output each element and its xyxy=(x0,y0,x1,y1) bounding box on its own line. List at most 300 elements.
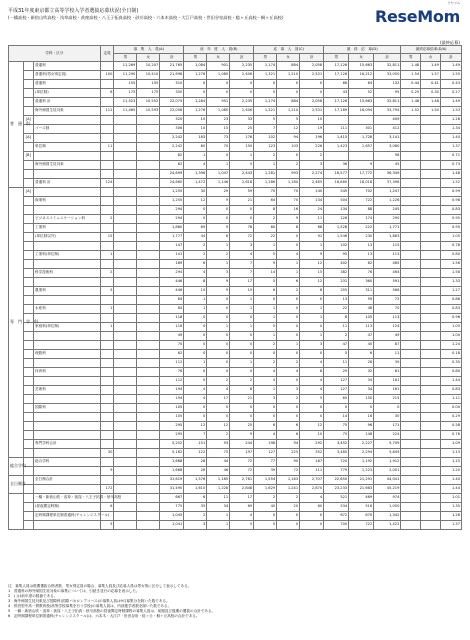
table-cell: 40 xyxy=(254,503,277,512)
table-row xyxy=(9,278,462,287)
table-cell: 0 xyxy=(184,413,207,422)
table-cell xyxy=(137,242,160,251)
table-cell: 11 xyxy=(374,350,401,359)
table-cell xyxy=(401,368,421,377)
table-cell: 0 xyxy=(207,413,230,422)
table-cell: 1,576 xyxy=(184,476,207,485)
table-cell xyxy=(137,359,160,368)
logo-furigana: リセマム xyxy=(447,1,460,5)
row-capacity: 6 xyxy=(100,89,114,98)
table-cell xyxy=(349,116,374,125)
row-capacity xyxy=(100,458,114,467)
table-cell: 1,247 xyxy=(374,188,401,197)
table-cell: 409 xyxy=(374,116,401,125)
table-cell xyxy=(421,197,441,206)
table-cell: 465 xyxy=(374,260,401,269)
row-mark xyxy=(23,431,33,440)
table-cell: 672 xyxy=(324,512,349,521)
table-cell: 722 xyxy=(349,521,374,530)
table-cell: 31,619 xyxy=(160,476,184,485)
table-cell xyxy=(137,350,160,359)
table-cell: 1,668 xyxy=(160,458,184,467)
table-cell xyxy=(401,494,421,503)
table-cell: 150 xyxy=(230,143,254,152)
table-cell: 10 xyxy=(300,431,324,440)
table-cell: 0 xyxy=(254,404,277,413)
table-cell: 28 xyxy=(349,359,374,368)
row-capacity xyxy=(100,62,114,71)
table-cell: 2,531 xyxy=(300,107,324,116)
table-cell: 113 xyxy=(374,314,401,323)
row-label xyxy=(34,485,101,494)
table-cell xyxy=(401,206,421,215)
row-capacity xyxy=(100,242,114,251)
table-cell xyxy=(421,458,441,467)
table-cell xyxy=(137,440,160,449)
table-cell: 3 xyxy=(184,521,207,530)
table-cell: 0 xyxy=(207,206,230,215)
table-cell: 0 xyxy=(230,368,254,377)
table-cell: 161 xyxy=(374,386,401,395)
row-label xyxy=(34,413,101,422)
table-cell: 43 xyxy=(324,89,349,98)
table-cell: 0 xyxy=(277,242,300,251)
table-cell: 1,180 xyxy=(277,179,300,188)
table-cell: 9 xyxy=(254,260,277,269)
table-cell: 295 xyxy=(160,422,184,431)
table-cell: 1 xyxy=(184,152,207,161)
table-cell: 28 xyxy=(184,458,207,467)
row-mark xyxy=(23,503,33,512)
table-row xyxy=(9,161,462,170)
table-cell: 545 xyxy=(324,188,349,197)
row-mark xyxy=(23,98,33,107)
table-cell: 44 xyxy=(184,233,207,242)
table-cell: 175 xyxy=(137,89,160,98)
table-cell: 2,227 xyxy=(349,440,374,449)
table-cell: 1 xyxy=(254,242,277,251)
table-cell: 88 xyxy=(349,206,374,215)
table-cell: 3,141 xyxy=(374,134,401,143)
table-cell xyxy=(114,134,137,143)
row-label: 農業科 xyxy=(34,287,101,296)
table-cell xyxy=(421,485,441,494)
row-label: 工業科 xyxy=(34,224,101,233)
table-cell xyxy=(421,467,441,476)
table-cell xyxy=(421,278,441,287)
table-row xyxy=(9,449,462,458)
table-row xyxy=(9,89,462,98)
row-capacity: 5 xyxy=(100,287,114,296)
table-row xyxy=(9,170,462,179)
table-cell: 9 xyxy=(300,251,324,260)
table-cell xyxy=(421,494,441,503)
table-cell: 148 xyxy=(349,431,374,440)
table-cell xyxy=(401,377,421,386)
table-cell: 1,546 xyxy=(324,233,349,242)
table-cell: 2 xyxy=(277,395,300,404)
row-capacity: 124 xyxy=(100,179,114,188)
table-cell xyxy=(114,359,137,368)
row-mark xyxy=(23,359,33,368)
subheader-total: 計 xyxy=(374,54,401,62)
table-cell: 39 xyxy=(374,359,401,368)
table-cell: 2 xyxy=(300,152,324,161)
table-cell: 1.28 xyxy=(440,116,461,125)
table-cell xyxy=(421,332,441,341)
table-cell: 155 xyxy=(137,80,160,89)
table-cell xyxy=(401,278,421,287)
group-label: 専 門 学 科 xyxy=(9,188,24,458)
table-cell: 0 xyxy=(300,323,324,332)
table-cell xyxy=(421,224,441,233)
table-cell xyxy=(137,368,160,377)
table-cell: 1.13 xyxy=(440,449,461,458)
table-cell xyxy=(421,314,441,323)
table-cell: 6 xyxy=(254,287,277,296)
table-cell: 13 xyxy=(349,242,374,251)
table-cell: 68 xyxy=(300,224,324,233)
row-capacity xyxy=(100,98,114,107)
table-cell: 0 xyxy=(207,305,230,314)
row-label xyxy=(34,521,101,530)
row-label xyxy=(34,206,101,215)
table-cell: 0.86 xyxy=(440,296,461,305)
row-capacity xyxy=(100,377,114,386)
table-cell xyxy=(137,305,160,314)
table-cell: 0 xyxy=(254,323,277,332)
row-capacity: 100 xyxy=(100,71,114,80)
table-cell: 9 xyxy=(207,224,230,233)
table-cell: 1,728 xyxy=(349,134,374,143)
table-cell: 84 xyxy=(160,305,184,314)
table-cell xyxy=(114,314,137,323)
table-cell: 2 xyxy=(184,242,207,251)
header-current: 最 終 応 募(D) xyxy=(324,46,401,54)
table-cell: 1.24 xyxy=(440,341,461,350)
table-cell: 46 xyxy=(207,467,230,476)
table-cell: 4 xyxy=(184,395,207,404)
table-cell: 1.05 xyxy=(440,323,461,332)
table-cell xyxy=(421,422,441,431)
table-cell: 1.00 xyxy=(440,332,461,341)
table-cell: 1,528 xyxy=(324,224,349,233)
table-cell: 2 xyxy=(184,512,207,521)
table-cell: 30 xyxy=(374,413,401,422)
table-cell xyxy=(421,152,441,161)
row-mark: [A] xyxy=(23,116,33,125)
table-cell: 17,126 xyxy=(324,62,349,71)
table-cell: 1,342 xyxy=(374,512,401,521)
table-cell: 95 xyxy=(324,251,349,260)
table-cell: 4 xyxy=(277,368,300,377)
table-cell: 3,485 xyxy=(324,449,349,458)
table-cell: 230 xyxy=(349,233,374,242)
row-label xyxy=(34,188,101,197)
table-row xyxy=(9,323,462,332)
table-cell xyxy=(421,215,441,224)
table-row xyxy=(9,80,462,89)
table-cell xyxy=(137,494,160,503)
table-cell xyxy=(114,188,137,197)
table-row xyxy=(9,62,462,71)
table-cell xyxy=(114,368,137,377)
note-line: 6 定時制課程単位制普通科(チャレンジスクール)は、六本木・大江戸・世田谷泉・稔ヶ丘・桐ヶ丘高校の合計である。 xyxy=(8,614,200,618)
table-cell: 901 xyxy=(207,62,230,71)
row-capacity: 5 xyxy=(100,521,114,530)
table-cell: 4 xyxy=(300,494,324,503)
table-cell xyxy=(421,476,441,485)
table-cell xyxy=(137,251,160,260)
table-cell: 2,406 xyxy=(230,71,254,80)
table-cell: 779 xyxy=(324,467,349,476)
table-cell: 5 xyxy=(254,251,277,260)
table-row xyxy=(9,386,462,395)
table-cell: 224 xyxy=(374,431,401,440)
table-cell: 1,286 xyxy=(254,179,277,188)
note-line: 注 募集人員は推薦選抜合格者数、男女別定員の場合、募集人員及び応募人員は男女別に区分して表示してある。 xyxy=(8,584,192,588)
row-mark xyxy=(23,62,33,71)
table-cell: 294 xyxy=(160,206,184,215)
table-cell xyxy=(421,440,441,449)
table-cell: 1.53 xyxy=(440,107,461,116)
table-cell: 0 xyxy=(184,323,207,332)
table-cell: 2 xyxy=(254,341,277,350)
table-cell: 301 xyxy=(349,125,374,134)
table-cell: 34 xyxy=(349,377,374,386)
table-cell xyxy=(401,440,421,449)
row-label xyxy=(34,116,101,125)
table-cell: 1,860 xyxy=(160,224,184,233)
table-cell: 21,765 xyxy=(160,62,184,71)
table-cell: 10 xyxy=(184,125,207,134)
note-line: 2 ( )は前年度の数値である。 xyxy=(8,594,58,598)
table-cell: 78 xyxy=(230,224,254,233)
table-row xyxy=(9,188,462,197)
table-cell: 1,863 xyxy=(374,233,401,242)
table-cell: 0 xyxy=(300,80,324,89)
table-cell xyxy=(137,476,160,485)
table-cell: 2,235 xyxy=(230,98,254,107)
table-cell: 4 xyxy=(207,386,230,395)
table-cell: 1,276 xyxy=(184,107,207,116)
table-cell xyxy=(401,233,421,242)
table-cell xyxy=(421,395,441,404)
table-cell: 0 xyxy=(207,350,230,359)
table-cell: 19 xyxy=(230,287,254,296)
table-cell: 29 xyxy=(207,188,230,197)
table-cell: 69 xyxy=(230,503,254,512)
table-cell: 1 xyxy=(230,359,254,368)
row-label xyxy=(34,431,101,440)
row-label: (単位制) xyxy=(34,89,101,98)
table-cell: 72 xyxy=(374,296,401,305)
group-label: 全日制計 xyxy=(9,476,24,494)
table-cell: 0.83 xyxy=(440,206,461,215)
table-cell: 95 xyxy=(374,89,401,98)
table-cell: 9 xyxy=(230,431,254,440)
table-cell xyxy=(421,359,441,368)
table-cell xyxy=(137,503,160,512)
row-mark xyxy=(23,413,33,422)
table-cell: 12 xyxy=(184,197,207,206)
table-cell: 18,018 xyxy=(349,179,374,188)
table-cell xyxy=(401,188,421,197)
table-cell: 12 xyxy=(300,260,324,269)
table-cell xyxy=(114,386,137,395)
table-cell xyxy=(401,197,421,206)
row-mark xyxy=(23,341,33,350)
table-row xyxy=(9,377,462,386)
table-cell: 17 xyxy=(207,395,230,404)
row-capacity xyxy=(100,260,114,269)
table-cell xyxy=(114,305,137,314)
table-cell xyxy=(401,395,421,404)
table-cell: 1.37 xyxy=(440,143,461,152)
table-cell: 4 xyxy=(277,251,300,260)
row-mark: [A] xyxy=(23,188,33,197)
table-cell: 2,406 xyxy=(230,107,254,116)
table-cell: 45 xyxy=(374,161,401,170)
table-cell xyxy=(421,404,441,413)
table-cell: 70 xyxy=(207,143,230,152)
table-cell: 197 xyxy=(230,449,254,458)
row-label: 水産科 xyxy=(34,305,101,314)
table-cell: 0.83 xyxy=(440,305,461,314)
table-cell: 1,192 xyxy=(349,458,374,467)
row-label xyxy=(34,260,101,269)
table-cell xyxy=(401,305,421,314)
table-cell: 1 xyxy=(207,260,230,269)
row-mark xyxy=(23,386,33,395)
table-cell: 0.44 xyxy=(401,80,421,89)
table-cell: 0 xyxy=(254,350,277,359)
table-cell: 11 xyxy=(207,494,230,503)
table-cell: 0.71 xyxy=(440,152,461,161)
table-cell: 722 xyxy=(349,197,374,206)
table-cell: 0.83 xyxy=(440,386,461,395)
table-cell: 504 xyxy=(324,197,349,206)
table-cell: 0 xyxy=(184,350,207,359)
table-cell xyxy=(137,431,160,440)
table-cell: 2,242 xyxy=(160,143,184,152)
table-cell: 2 xyxy=(254,359,277,368)
table-row xyxy=(9,197,462,206)
table-cell: 3 xyxy=(277,386,300,395)
group-label: 普 通 科 xyxy=(9,62,24,188)
table-cell xyxy=(114,233,137,242)
table-cell xyxy=(114,323,137,332)
table-cell xyxy=(401,170,421,179)
header-enrolled: 応 募 人 員(C) xyxy=(254,46,324,54)
table-cell: 352 xyxy=(300,449,324,458)
table-cell: 0 xyxy=(230,350,254,359)
table-cell: 21,291 xyxy=(349,476,374,485)
table-cell xyxy=(114,395,137,404)
row-mark xyxy=(23,350,33,359)
table-cell: 1 xyxy=(207,161,230,170)
table-cell: 1,226 xyxy=(374,197,401,206)
table-cell: 0 xyxy=(207,152,230,161)
table-cell: 5,849 xyxy=(374,449,401,458)
table-cell: 3,080 xyxy=(374,143,401,152)
table-cell xyxy=(421,413,441,422)
table-cell: 17,169 xyxy=(324,107,349,116)
table-cell xyxy=(401,296,421,305)
table-cell: 45,219 xyxy=(374,485,401,494)
row-label xyxy=(34,152,101,161)
table-cell: 0 xyxy=(254,296,277,305)
table-cell: 0 xyxy=(277,413,300,422)
table-cell: 350 xyxy=(160,89,184,98)
table-cell xyxy=(114,503,137,512)
table-cell xyxy=(137,395,160,404)
row-mark xyxy=(23,251,33,260)
table-cell: 1 xyxy=(184,359,207,368)
table-cell: 5 xyxy=(254,278,277,287)
table-cell: 103 xyxy=(277,143,300,152)
table-cell: 516 xyxy=(349,503,374,512)
table-cell: 35 xyxy=(184,503,207,512)
table-cell: 102 xyxy=(324,242,349,251)
table-cell: 3,452 xyxy=(324,440,349,449)
row-label xyxy=(34,170,101,179)
table-cell: 1 xyxy=(300,305,324,314)
table-cell xyxy=(401,503,421,512)
table-cell xyxy=(137,215,160,224)
table-cell: 76 xyxy=(349,269,374,278)
table-cell xyxy=(114,161,137,170)
table-cell xyxy=(137,512,160,521)
table-cell: 1,657 xyxy=(349,143,374,152)
table-cell: 91 xyxy=(300,233,324,242)
table-cell xyxy=(421,521,441,530)
table-cell: 225 xyxy=(277,449,300,458)
table-cell: 11 xyxy=(300,215,324,224)
table-row xyxy=(9,503,462,512)
table-cell xyxy=(137,260,160,269)
table-cell: 0 xyxy=(254,512,277,521)
table-row xyxy=(9,125,462,134)
table-cell xyxy=(114,449,137,458)
row-mark xyxy=(23,71,33,80)
table-cell: 72 xyxy=(230,467,254,476)
table-row xyxy=(9,314,462,323)
table-cell: 36 xyxy=(324,161,349,170)
table-cell xyxy=(137,314,160,323)
table-cell: 0 xyxy=(184,314,207,323)
table-cell xyxy=(401,467,421,476)
table-cell: 122 xyxy=(184,449,207,458)
table-row xyxy=(9,350,462,359)
table-cell: 222 xyxy=(349,224,374,233)
row-label xyxy=(34,242,101,251)
table-cell: 1,185 xyxy=(207,476,230,485)
row-capacity xyxy=(100,125,114,134)
table-cell: 0 xyxy=(184,215,207,224)
table-cell xyxy=(421,449,441,458)
table-cell: 700 xyxy=(324,521,349,530)
table-cell: 3 xyxy=(230,242,254,251)
row-capacity xyxy=(100,134,114,143)
table-cell: 2 xyxy=(254,215,277,224)
notes-section xyxy=(8,584,462,619)
resemom-logo xyxy=(374,1,460,26)
table-cell: 0 xyxy=(277,296,300,305)
table-cell: 1.28 xyxy=(440,512,461,521)
table-cell: 11 xyxy=(324,359,349,368)
subheader-total: 計 xyxy=(230,54,254,62)
